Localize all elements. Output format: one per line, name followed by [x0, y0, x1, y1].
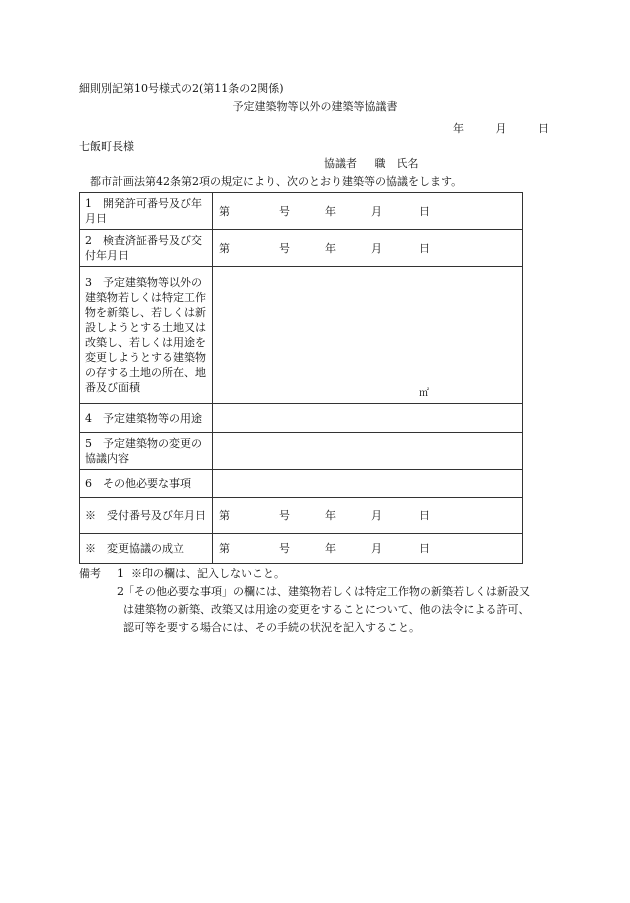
table-row	[80, 230, 523, 267]
row-label	[80, 470, 213, 498]
building-use-field[interactable]	[213, 404, 523, 433]
table-row	[80, 534, 523, 564]
remarks-section	[79, 565, 534, 637]
day-label: 日	[419, 241, 430, 255]
number-suffix-label: 号	[279, 241, 290, 255]
submission-date	[453, 123, 549, 134]
remark-number: 2	[117, 585, 124, 598]
form-reference: 細則別記第10号様式の2(第11条の2関係)	[79, 82, 284, 95]
month-label: 月	[371, 509, 382, 522]
number-prefix-label: 第	[219, 509, 230, 522]
row-label	[80, 230, 213, 267]
date-fields	[213, 508, 522, 523]
row-label-text: ※ 変更協議の成立	[85, 542, 184, 555]
addressee: 七飯町長様	[79, 140, 134, 153]
remark-number: 1	[117, 567, 124, 580]
other-matters-field[interactable]	[213, 470, 523, 498]
date-month-label: 月	[495, 122, 507, 135]
row-label-text: 4 予定建築物等の用途	[85, 411, 202, 425]
document-title: 予定建築物等以外の建築等協議書	[232, 100, 398, 113]
date-fields	[213, 241, 522, 256]
month-label: 月	[371, 542, 382, 555]
applicant-line	[324, 158, 419, 169]
land-location-area-field[interactable]	[213, 267, 523, 404]
table-row	[80, 433, 523, 470]
number-suffix-label: 号	[279, 509, 290, 522]
day-label: 日	[419, 204, 430, 218]
day-label: 日	[419, 542, 430, 555]
remark-text: ※印の欄は、記入しないこと。	[131, 567, 285, 580]
row-label-text: 6 その他必要な事項	[85, 477, 191, 490]
date-fields	[213, 541, 522, 556]
day-label: 日	[419, 509, 430, 522]
row-label	[80, 267, 213, 404]
consultation-form-table	[79, 192, 523, 564]
year-label: 年	[325, 241, 336, 255]
row-label	[80, 433, 213, 470]
row-label-text: 2 検査済証番号及び交付年月日	[85, 234, 202, 262]
row-label	[80, 193, 213, 230]
year-label: 年	[325, 509, 336, 522]
row-label	[80, 534, 213, 564]
number-prefix-label: 第	[219, 204, 230, 218]
number-suffix-label: 号	[279, 542, 290, 555]
remark-item	[79, 565, 534, 583]
date-year-label: 年	[453, 122, 464, 135]
month-label: 月	[371, 241, 382, 255]
number-prefix-label: 第	[219, 542, 230, 555]
table-row	[80, 498, 523, 534]
change-details-field[interactable]	[213, 433, 523, 470]
row-label-text: ※ 受付番号及び年月日	[85, 509, 206, 522]
remark-item	[79, 583, 534, 637]
number-suffix-label: 号	[279, 204, 290, 218]
row-label-text: 1 開発許可番号及び年月日	[85, 197, 202, 225]
date-day-label: 日	[538, 122, 549, 135]
row-label-text: 5 予定建築物の変更の協議内容	[85, 437, 202, 465]
row-label	[80, 404, 213, 433]
row-label-text: 3 予定建築物等以外の建築物若しくは特定工作物を新築し、若しくは新設しようとする土地又は改築し、若しくは用途を変更しようとする建築物の存する土地の所在、地番及び面積	[85, 276, 206, 394]
inspection-number-date-field[interactable]	[213, 230, 523, 267]
date-fields	[213, 204, 522, 219]
approval-number-date-field[interactable]	[213, 534, 523, 564]
area-unit-label: ㎡	[419, 388, 429, 399]
table-row	[80, 470, 523, 498]
number-prefix-label: 第	[219, 241, 230, 255]
applicant-title: 職 氏名	[374, 157, 419, 170]
applicant-label: 協議者	[324, 157, 357, 170]
intro-statement: 都市計画法第42条第2項の規定により、次のとおり建築等の協議をします。	[90, 175, 463, 188]
table-row	[80, 404, 523, 433]
permit-number-date-field[interactable]	[213, 193, 523, 230]
year-label: 年	[325, 542, 336, 555]
month-label: 月	[371, 204, 382, 218]
remarks-label: 備考	[79, 567, 101, 580]
receipt-number-date-field[interactable]	[213, 498, 523, 534]
table-row	[80, 267, 523, 404]
table-row	[80, 193, 523, 230]
year-label: 年	[325, 204, 336, 218]
row-label	[80, 498, 213, 534]
remark-text: 「その他必要な事項」の欄には、建築物若しくは特定工作物の新築若しくは新設又は建築物の新築、改築又は用途の変更をすることについて、他の法令による許可、認可等を要する場合には、その手続の状況を記入すること。	[123, 585, 530, 634]
